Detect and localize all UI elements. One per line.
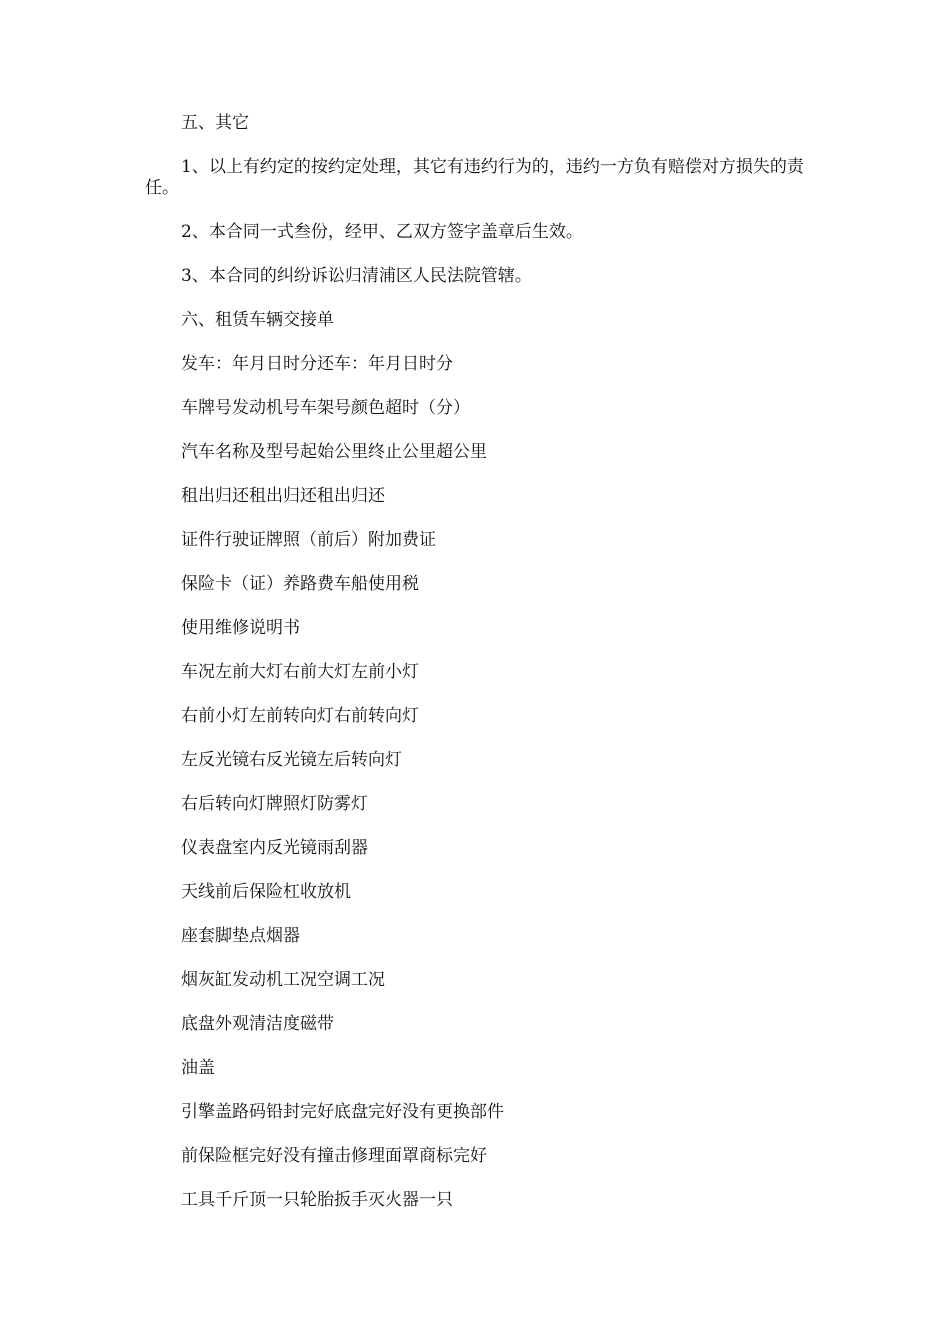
handover-line: 车况左前大灯右前大灯左前小灯 — [181, 662, 419, 682]
handover-line: 右后转向灯牌照灯防雾灯 — [181, 794, 368, 814]
handover-line: 前保险框完好没有撞击修理面罩商标完好 — [181, 1146, 487, 1166]
handover-line: 保险卡（证）养路费车船使用税 — [181, 574, 419, 594]
section-heading-other: 五、其它 — [181, 113, 249, 133]
handover-line: 烟灰缸发动机工况空调工况 — [181, 970, 385, 990]
handover-line: 右前小灯左前转向灯右前转向灯 — [181, 706, 419, 726]
section-heading-handover: 六、租赁车辆交接单 — [181, 310, 334, 330]
handover-line: 租出归还租出归还租出归还 — [181, 486, 385, 506]
handover-line: 汽车名称及型号起始公里终止公里超公里 — [181, 442, 487, 462]
handover-line: 仪表盘室内反光镜雨刮器 — [181, 838, 368, 858]
handover-line: 使用维修说明书 — [181, 618, 300, 638]
handover-line: 左反光镜右反光镜左后转向灯 — [181, 750, 402, 770]
handover-line: 天线前后保险杠收放机 — [181, 882, 351, 902]
handover-line: 发车：年月日时分还车：年月日时分 — [181, 354, 453, 374]
handover-line: 座套脚垫点烟器 — [181, 926, 300, 946]
clause-2-paragraph: 2、本合同一式叁份，经甲、乙双方签字盖章后生效。 — [181, 222, 583, 242]
clause-1-paragraph: 1、以上有约定的按约定处理，其它有违约行为的，违约一方负有赔偿对方损失的责任。 — [145, 157, 804, 198]
document-body — [145, 113, 815, 1234]
handover-line: 引擎盖路码铅封完好底盘完好没有更换部件 — [181, 1102, 504, 1122]
clause-3-paragraph: 3、本合同的纠纷诉讼归清浦区人民法院管辖。 — [181, 266, 532, 286]
handover-line: 证件行驶证牌照（前后）附加费证 — [181, 530, 436, 550]
handover-line: 油盖 — [181, 1058, 215, 1078]
handover-line: 车牌号发动机号车架号颜色超时（分） — [181, 398, 470, 418]
handover-line: 底盘外观清洁度磁带 — [181, 1014, 334, 1034]
handover-line: 工具千斤顶一只轮胎扳手灭火器一只 — [181, 1190, 453, 1210]
